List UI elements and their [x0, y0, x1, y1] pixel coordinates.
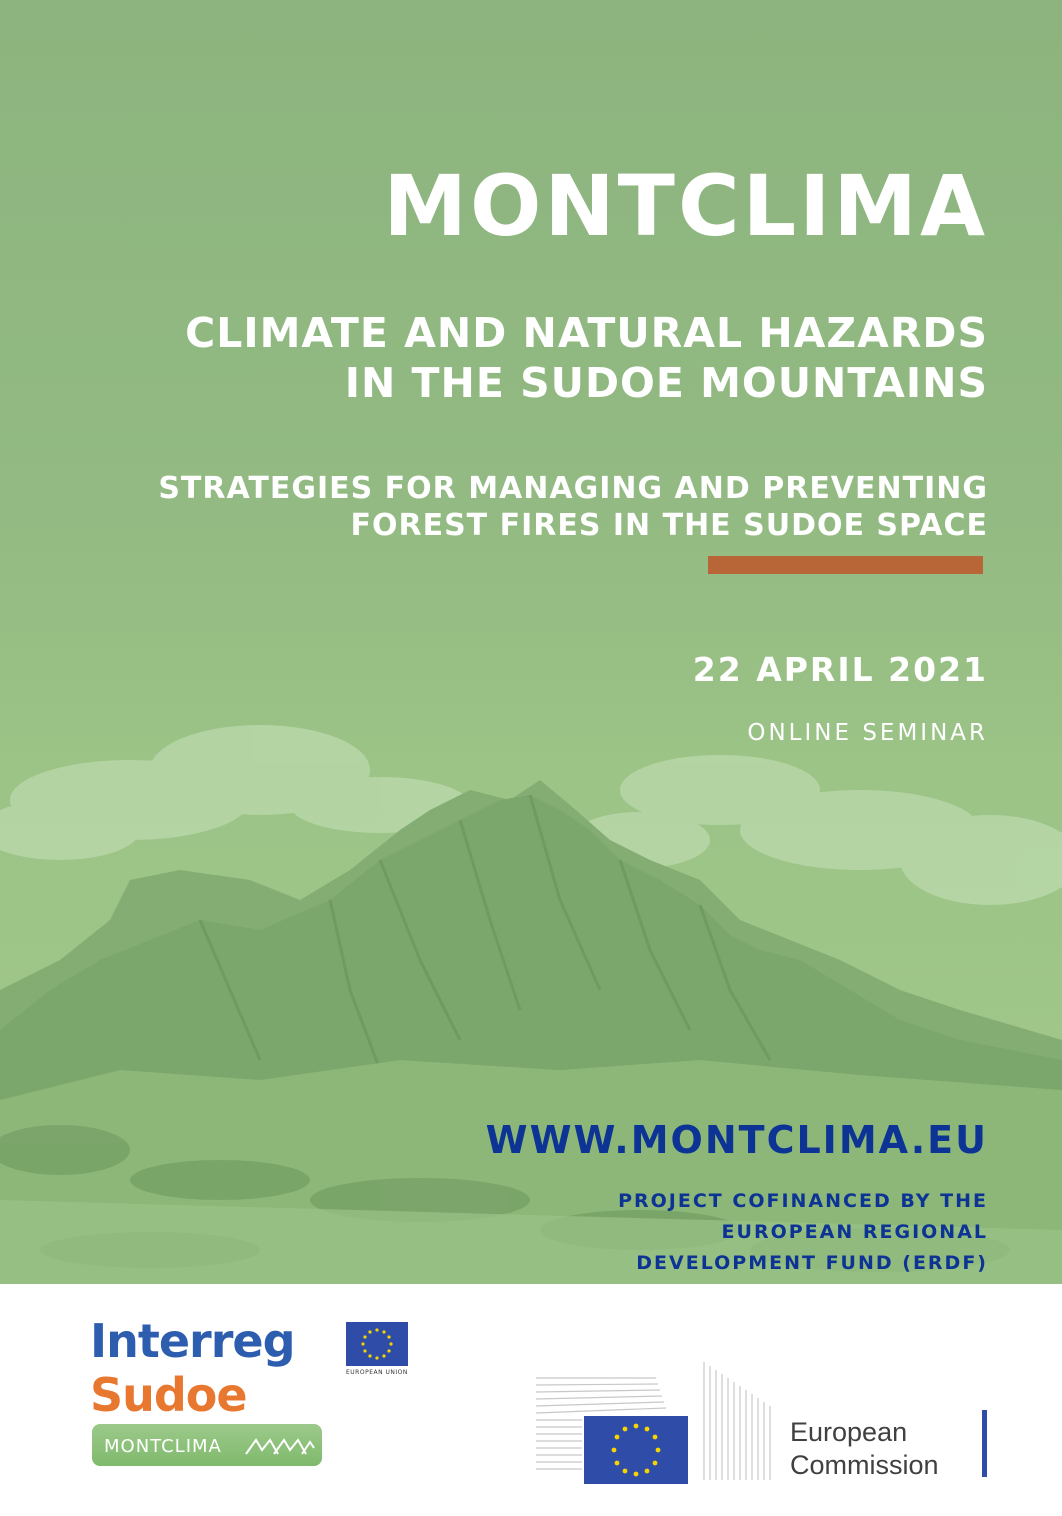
website-link[interactable]: WWW.MONTCLIMA.EU: [485, 1118, 988, 1162]
sudoe-logo-text: Sudoe: [90, 1368, 247, 1422]
accent-divider: [708, 556, 983, 574]
subtitle-line-1: CLIMATE AND NATURAL HAZARDS: [185, 309, 988, 357]
poster-topic: [158, 470, 988, 544]
topic-line-2: FOREST FIRES IN THE SUDOE SPACE: [350, 508, 988, 543]
topic-line-1: STRATEGIES FOR MANAGING AND PREVENTING: [158, 471, 988, 506]
footer-logos: [0, 1284, 1062, 1516]
european-commission-wordmark: [790, 1416, 939, 1482]
european-commission-building-icon: [536, 1360, 781, 1485]
eu-flag-icon: [346, 1322, 408, 1366]
poster-title: MONTCLIMA: [383, 157, 988, 255]
montclima-badge: [92, 1424, 322, 1466]
montclima-badge-label: MONTCLIMA: [104, 1436, 222, 1457]
cofinance-notice: [618, 1186, 988, 1279]
event-type: ONLINE SEMINAR: [747, 720, 988, 746]
cofinance-line-1: PROJECT COFINANCED BY THE: [618, 1190, 988, 1212]
interreg-logo-text: Interreg: [90, 1314, 295, 1368]
european-union-caption: EUROPEAN UNION: [346, 1369, 408, 1376]
cofinance-line-3: DEVELOPMENT FUND (ERDF): [636, 1252, 988, 1274]
poster-subtitle: [185, 308, 988, 408]
cofinance-line-2: EUROPEAN REGIONAL: [721, 1221, 988, 1243]
ec-line-1: European: [790, 1417, 908, 1447]
ec-accent-bar: [982, 1410, 987, 1477]
subtitle-line-2: IN THE SUDOE MOUNTAINS: [344, 359, 988, 407]
ec-line-2: Commission: [790, 1450, 939, 1480]
mountain-peaks-icon: [244, 1436, 316, 1456]
event-date: 22 APRIL 2021: [692, 650, 988, 689]
